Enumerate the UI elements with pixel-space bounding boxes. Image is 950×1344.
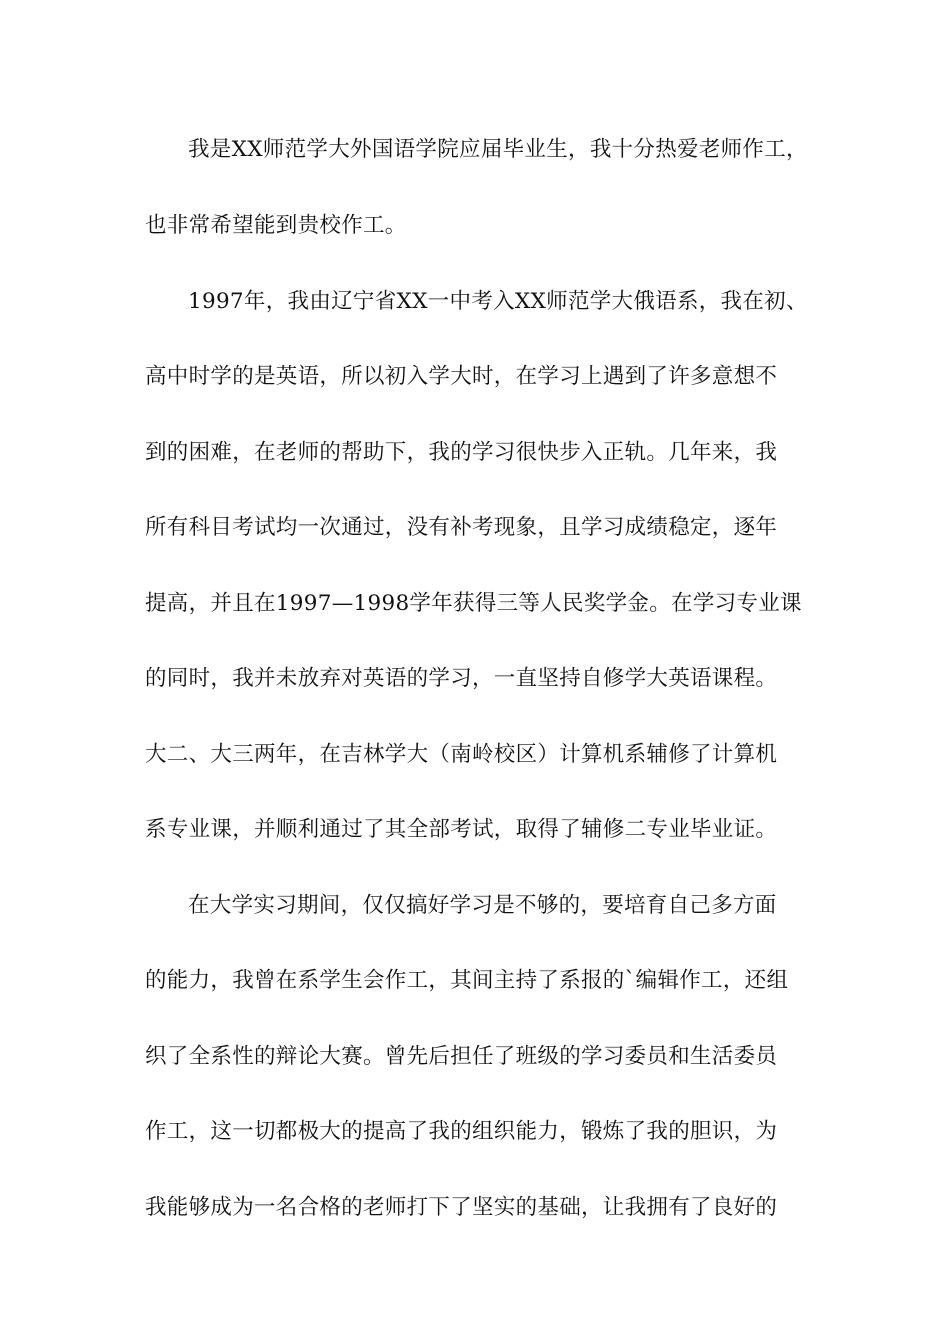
paragraph-3-line-5: 我能够成为一名合格的老师打下了坚实的基础，让我拥有了良好的 [145,1195,778,1220]
paragraph-2-line-4: 所有科目考试均一次通过，没有补考现象，且学习成绩稳定，逐年 [145,515,778,540]
paragraph-3-line-1: 在大学实习期间，仅仅搞好学习是不够的，要培育自己多方面 [188,893,777,918]
paragraph-2-line-1: 1997年，我由辽宁省XX一中考入XX师范学大俄语系，我在初、 [188,289,808,314]
paragraph-2-line-6: 的同时，我并未放弃对英语的学习，一直坚持自修学大英语课程。 [145,666,778,691]
paragraph-1-line-2: 也非常希望能到贵校作工。 [145,213,407,238]
paragraph-2-line-8: 系专业课，并顺利通过了其全部考试，取得了辅修二专业毕业证。 [145,817,778,842]
paragraph-1-line-1: 我是XX师范学大外国语学院应届毕业生，我十分热爱老师作工， [188,137,808,162]
paragraph-2-line-3: 到的困难，在老师的帮助下，我的学习很快步入正轨。几年来，我 [145,440,778,465]
paragraph-3-line-2: 的能力，我曾在系学生会作工，其间主持了系报的`编辑作工，还组 [145,968,789,993]
paragraph-2-line-2: 高中时学的是英语，所以初入学大时，在学习上遇到了许多意想不 [145,364,778,389]
paragraph-3-line-4: 作工，这一切都极大的提高了我的组织能力，锻炼了我的胆识，为 [145,1119,778,1144]
paragraph-3-line-3: 织了全系性的辩论大赛。曾先后担任了班级的学习委员和生活委员 [145,1044,778,1069]
paragraph-2-line-7: 大二、大三两年，在吉林学大（南岭校区）计算机系辅修了计算机 [145,742,778,767]
paragraph-2-line-5: 提高，并且在1997—1998学年获得三等人民奖学金。在学习专业课 [145,591,802,616]
